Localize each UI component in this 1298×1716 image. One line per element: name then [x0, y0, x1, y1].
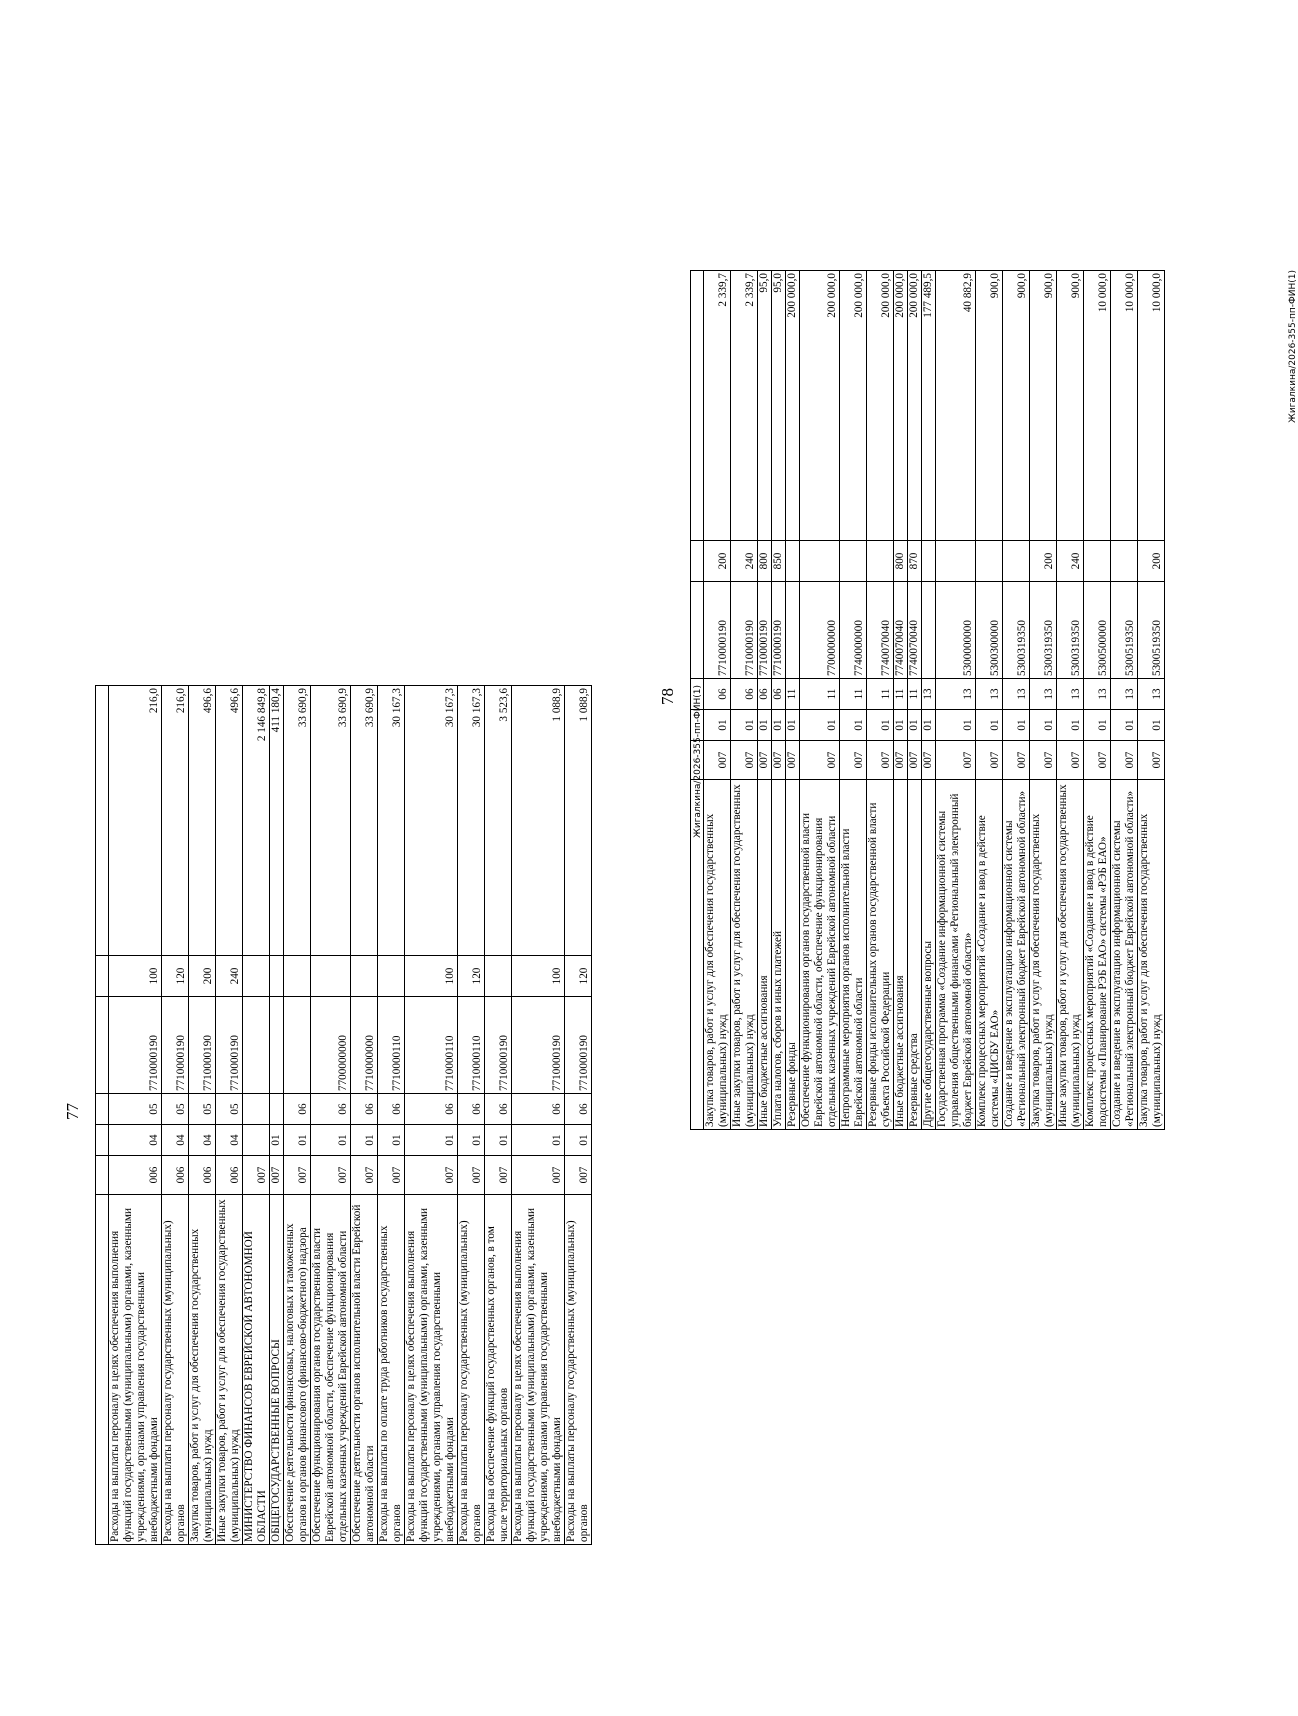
row-amount-cell: 30 167,3 [405, 686, 458, 956]
row-subsection-cell: 06 [731, 679, 758, 710]
row-name-cell: Расходы на выплаты по оплате труда работников государственных органов [378, 1195, 405, 1545]
row-section-cell: 01 [512, 1125, 565, 1156]
row-code-cell: 007 [1084, 741, 1111, 780]
row-code-cell: 007 [311, 1156, 351, 1195]
row-subsection-cell: 06 [405, 1094, 458, 1125]
row-target-cell [786, 582, 800, 679]
row-expense-type-cell: 240 [216, 956, 243, 997]
page-77 [63, 685, 703, 1545]
row-amount-cell: 40 882,9 [936, 271, 976, 541]
row-subsection-cell: 06 [351, 1094, 378, 1125]
row-code-cell: 007 [936, 741, 976, 780]
row-subsection-cell: 11 [800, 679, 840, 710]
row-code-cell: 007 [867, 741, 894, 780]
table-row [565, 686, 592, 1545]
row-code-cell: 007 [284, 1156, 311, 1195]
row-amount-cell: 33 690,9 [351, 686, 378, 956]
budget-table [95, 685, 592, 1545]
table-row [485, 686, 512, 1545]
row-target-cell: 7710000190 [216, 997, 243, 1094]
row-section-cell: 01 [1030, 710, 1057, 741]
row-amount-cell: 900,0 [1057, 271, 1084, 541]
row-target-cell: 7740070040 [908, 582, 922, 679]
row-name-cell: Расходы на выплаты персоналу в целях обеспечения выполнения функций государственными (муниципальными) органами, казенными учреждениями, органами управления государственными внебюджетными фондами [405, 1195, 458, 1545]
row-subsection-cell: 11 [786, 679, 800, 710]
row-expense-type-cell [1003, 541, 1030, 582]
row-target-cell: 7740070040 [894, 582, 908, 679]
table-row [378, 686, 405, 1545]
row-name-cell: Иные бюджетные ассигнования [758, 780, 772, 1130]
row-code-cell: 007 [976, 741, 1003, 780]
table-row [704, 271, 731, 1130]
row-section-cell: 01 [1084, 710, 1111, 741]
row-amount-cell: 2 339,7 [731, 271, 758, 541]
row-section-cell: 01 [908, 710, 922, 741]
row-code-cell: 007 [894, 741, 908, 780]
row-code-cell: 007 [485, 1156, 512, 1195]
row-subsection-cell: 06 [758, 679, 772, 710]
row-name-cell: Расходы на выплаты персоналу государственных (муниципальных) органов [162, 1195, 189, 1545]
row-name-cell: Закупка товаров, работ и услуг для обеспечения государственных (муниципальных) нужд [704, 780, 731, 1130]
row-name-cell: Резервные средства [908, 780, 922, 1130]
row-amount-cell: 33 690,9 [284, 686, 311, 956]
row-expense-type-cell [800, 541, 840, 582]
row-subsection-cell: 13 [1030, 679, 1057, 710]
row-subsection-cell: 06 [772, 679, 786, 710]
row-target-cell: 5300319350 [1030, 582, 1057, 679]
row-name-cell: Резервные фонды [786, 780, 800, 1130]
row-subsection-cell: 13 [1084, 679, 1111, 710]
row-expense-type-cell [485, 956, 512, 997]
row-expense-type-cell: 800 [758, 541, 772, 582]
row-subsection-cell: 05 [109, 1094, 162, 1125]
table-row [1084, 271, 1111, 1130]
table-row [351, 686, 378, 1545]
row-expense-type-cell [976, 541, 1003, 582]
row-target-cell: 7740070040 [867, 582, 894, 679]
row-code-cell: 007 [405, 1156, 458, 1195]
row-amount-cell: 95,0 [758, 271, 772, 541]
row-code-cell: 007 [351, 1156, 378, 1195]
row-code-cell: 006 [189, 1156, 216, 1195]
row-section-cell: 01 [405, 1125, 458, 1156]
table-row [458, 686, 485, 1545]
row-code-cell: 007 [1030, 741, 1057, 780]
row-name-cell: Иные закупки товаров, работ и услуг для обеспечения государственных (муниципальных) нужд [216, 1195, 243, 1545]
row-expense-type-cell [786, 541, 800, 582]
row-code-cell: 007 [840, 741, 867, 780]
row-subsection-cell: 11 [908, 679, 922, 710]
row-section-cell: 04 [216, 1125, 243, 1156]
row-section-cell: 01 [458, 1125, 485, 1156]
row-section-cell: 01 [311, 1125, 351, 1156]
row-expense-type-cell [378, 956, 405, 997]
table-row [311, 686, 351, 1545]
row-amount-cell: 33 690,9 [311, 686, 351, 956]
row-code-cell: 007 [758, 741, 772, 780]
row-expense-type-cell: 200 [189, 956, 216, 997]
row-subsection-cell: 13 [1111, 679, 1138, 710]
row-expense-type-cell: 200 [704, 541, 731, 582]
table-row [270, 686, 284, 1545]
row-amount-cell: 1 088,9 [565, 686, 592, 956]
row-amount-cell: 200 000,0 [800, 271, 840, 541]
row-section-cell: 01 [565, 1125, 592, 1156]
row-section-cell: 01 [840, 710, 867, 741]
row-target-cell: 7710000110 [458, 997, 485, 1094]
table-row [284, 686, 311, 1545]
document-footer: Жигалкина/2026-355-пп-ФИН(1) [1288, 270, 1298, 423]
row-amount-cell: 1 088,9 [512, 686, 565, 956]
row-code-cell: 007 [731, 741, 758, 780]
row-target-cell: 7710000190 [731, 582, 758, 679]
row-section-cell: 01 [1138, 710, 1165, 741]
table-row [1111, 271, 1138, 1130]
row-amount-cell: 216,0 [109, 686, 162, 956]
row-expense-type-cell: 120 [458, 956, 485, 997]
row-subsection-cell: 11 [894, 679, 908, 710]
row-expense-type-cell [922, 541, 936, 582]
row-name-cell: Расходы на выплаты персоналу в целях обеспечения выполнения функций государственными (муниципальными) органами, казенными учреждениями, органами управления государственными внебюджетными фондами [109, 1195, 162, 1545]
row-name-cell: Закупка товаров, работ и услуг для обеспечения государственных (муниципальных) нужд [189, 1195, 216, 1545]
table-row [162, 686, 189, 1545]
row-amount-cell: 496,6 [216, 686, 243, 956]
row-section-cell: 04 [189, 1125, 216, 1156]
row-expense-type-cell: 200 [1030, 541, 1057, 582]
row-section-cell: 01 [270, 1125, 284, 1156]
row-amount-cell: 10 000,0 [1084, 271, 1111, 541]
row-target-cell: 7710000110 [405, 997, 458, 1094]
row-name-cell: Уплата налогов, сборов и иных платежей [772, 780, 786, 1130]
table-row [731, 271, 758, 1130]
table-row [1057, 271, 1084, 1130]
table-row [758, 271, 772, 1130]
row-subsection-cell: 06 [284, 1094, 311, 1125]
row-code-cell: 007 [378, 1156, 405, 1195]
row-amount-cell: 3 523,6 [485, 686, 512, 956]
row-name-cell: Государственная программа «Создание информационной системы управления общественными финансами «Региональный электронный бюджет Еврейской автономной области» [936, 780, 976, 1130]
row-code-cell: 007 [243, 1156, 270, 1195]
table-row [840, 271, 867, 1130]
row-name-cell: Создание и введение в эксплуатацию информационной системы «Региональный электронный бюджет Еврейской автономной области» [1003, 780, 1030, 1130]
row-name-cell: Комплекс процессных мероприятий «Создание и ввод в действие системы «ЦИСБУ ЕАО» [976, 780, 1003, 1130]
row-expense-type-cell [1084, 541, 1111, 582]
row-section-cell: 01 [758, 710, 772, 741]
row-expense-type-cell [284, 956, 311, 997]
row-expense-type-cell: 120 [565, 956, 592, 997]
row-subsection-cell: 06 [704, 679, 731, 710]
row-name-cell: Закупка товаров, работ и услуг для обеспечения государственных (муниципальных) нужд [1138, 780, 1165, 1130]
row-section-cell: 04 [109, 1125, 162, 1156]
row-expense-type-cell: 870 [908, 541, 922, 582]
table-body [704, 271, 1165, 1130]
row-name-cell: Обеспечение функционирования органов государственной власти Еврейской автономной области, обеспечение функционирования отдельных казенных учреждений Еврейской автономной области [800, 780, 840, 1130]
row-section-cell: 01 [894, 710, 908, 741]
row-section-cell: 01 [731, 710, 758, 741]
row-subsection-cell: 13 [1003, 679, 1030, 710]
row-name-cell: Расходы на выплаты персоналу в целях обеспечения выполнения функций государственными (муниципальными) органами, казенными учреждениями, органами управления государственными внебюджетными фондами [512, 1195, 565, 1545]
table-row [1030, 271, 1057, 1130]
row-section-cell: 01 [1111, 710, 1138, 741]
table-row [216, 686, 243, 1545]
row-section-cell: 04 [162, 1125, 189, 1156]
row-subsection-cell: 06 [458, 1094, 485, 1125]
row-subsection-cell: 05 [216, 1094, 243, 1125]
row-name-cell: Другие общегосударственные вопросы [922, 780, 936, 1130]
row-code-cell: 007 [786, 741, 800, 780]
table-row [1138, 271, 1165, 1130]
row-expense-type-cell [1111, 541, 1138, 582]
row-subsection-cell: 05 [189, 1094, 216, 1125]
row-target-cell: 7740000000 [840, 582, 867, 679]
table-row [894, 271, 908, 1130]
row-target-cell: 5300519350 [1138, 582, 1165, 679]
row-expense-type-cell [243, 956, 270, 997]
row-section-cell: 01 [704, 710, 731, 741]
row-section-cell: 01 [800, 710, 840, 741]
table-row [976, 271, 1003, 1130]
table-row [800, 271, 840, 1130]
row-subsection-cell: 13 [976, 679, 1003, 710]
row-section-cell: 01 [1003, 710, 1030, 741]
row-expense-type-cell [311, 956, 351, 997]
row-target-cell: 7710000190 [162, 997, 189, 1094]
row-expense-type-cell: 120 [162, 956, 189, 997]
row-target-cell [270, 997, 284, 1094]
row-section-cell: 01 [1057, 710, 1084, 741]
row-target-cell: 7710000110 [378, 997, 405, 1094]
row-expense-type-cell [867, 541, 894, 582]
row-target-cell: 5300500000 [1084, 582, 1111, 679]
row-amount-cell: 200 000,0 [786, 271, 800, 541]
row-code-cell: 006 [109, 1156, 162, 1195]
row-code-cell: 007 [772, 741, 786, 780]
row-target-cell: 7710000190 [565, 997, 592, 1094]
row-target-cell: 7710000190 [189, 997, 216, 1094]
row-code-cell: 007 [1003, 741, 1030, 780]
row-name-cell: ОБЩЕГОСУДАРСТВЕННЫЕ ВОПРОСЫ [270, 1195, 284, 1545]
row-section-cell: 01 [351, 1125, 378, 1156]
row-expense-type-cell: 100 [405, 956, 458, 997]
row-amount-cell: 216,0 [162, 686, 189, 956]
row-amount-cell: 900,0 [1030, 271, 1057, 541]
row-target-cell: 7700000000 [800, 582, 840, 679]
row-subsection-cell: 06 [378, 1094, 405, 1125]
row-subsection-cell: 13 [922, 679, 936, 710]
page-number: 77 [63, 1103, 82, 1120]
row-code-cell: 007 [922, 741, 936, 780]
table-row [908, 271, 922, 1130]
row-code-cell: 007 [800, 741, 840, 780]
table-row [772, 271, 786, 1130]
row-name-cell: МИНИСТЕРСТВО ФИНАНСОВ ЕВРЕЙСКОЙ АВТОНОМНОЙ ОБЛАСТИ [243, 1195, 270, 1545]
row-subsection-cell: 06 [512, 1094, 565, 1125]
row-expense-type-cell: 850 [772, 541, 786, 582]
row-expense-type-cell: 100 [109, 956, 162, 997]
row-subsection-cell: 06 [311, 1094, 351, 1125]
table-row [936, 271, 976, 1130]
row-name-cell: Иные закупки товаров, работ и услуг для обеспечения государственных (муниципальных) нужд [731, 780, 758, 1130]
table-row [189, 686, 216, 1545]
row-code-cell: 007 [512, 1156, 565, 1195]
row-target-cell: 5300319350 [1003, 582, 1030, 679]
row-name-cell: Расходы на выплаты персоналу государственных (муниципальных) органов [565, 1195, 592, 1545]
row-target-cell: 7700000000 [311, 997, 351, 1094]
row-target-cell: 7710000190 [772, 582, 786, 679]
row-target-cell: 7710000190 [512, 997, 565, 1094]
row-name-cell: Обеспечение деятельности финансовых, налоговых и таможенных органов и органов финансового (финансово-бюджетного) надзора [284, 1195, 311, 1545]
row-subsection-cell: 11 [867, 679, 894, 710]
row-section-cell [243, 1125, 270, 1156]
row-section-cell: 01 [922, 710, 936, 741]
row-subsection-cell: 06 [565, 1094, 592, 1125]
row-name-cell: Закупка товаров, работ и услуг для обеспечения государственных (муниципальных) нужд [1030, 780, 1057, 1130]
table-row [786, 271, 800, 1130]
table-header-row [96, 686, 109, 1545]
table-row [1003, 271, 1030, 1130]
row-amount-cell: 200 000,0 [894, 271, 908, 541]
page-78 [658, 270, 1298, 1130]
row-target-cell [284, 997, 311, 1094]
row-subsection-cell [243, 1094, 270, 1125]
row-target-cell: 7710000000 [351, 997, 378, 1094]
row-amount-cell: 900,0 [1003, 271, 1030, 541]
row-target-cell: 7710000190 [758, 582, 772, 679]
row-code-cell: 007 [1057, 741, 1084, 780]
row-amount-cell: 900,0 [976, 271, 1003, 541]
row-code-cell: 007 [565, 1156, 592, 1195]
budget-table [690, 270, 1165, 1130]
row-name-cell: Расходы на обеспечение функций государственных органов, в том числе территориальных органов [485, 1195, 512, 1545]
row-amount-cell: 2 339,7 [704, 271, 731, 541]
row-subsection-cell: 13 [1138, 679, 1165, 710]
row-name-cell: Обеспечение деятельности органов исполнительной власти Еврейской автономной области [351, 1195, 378, 1545]
page-number: 78 [658, 688, 677, 705]
row-amount-cell: 10 000,0 [1111, 271, 1138, 541]
row-amount-cell: 2 146 849,8 [243, 686, 270, 956]
row-name-cell: Резервные фонды исполнительных органов государственной власти субъекта Российской Федерации [867, 780, 894, 1130]
row-target-cell: 5300300000 [976, 582, 1003, 679]
row-section-cell: 01 [772, 710, 786, 741]
row-target-cell: 5300000000 [936, 582, 976, 679]
document-footer: Жигалкина/2026-355-пп-ФИН(1) [693, 685, 703, 838]
row-section-cell: 01 [786, 710, 800, 741]
row-expense-type-cell: 240 [731, 541, 758, 582]
row-section-cell: 01 [485, 1125, 512, 1156]
row-name-cell: Обеспечение функционирования органов государственной власти Еврейской автономной области, обеспечение функционирования отдельных казенных учреждений Еврейской автономной области [311, 1195, 351, 1545]
row-amount-cell: 200 000,0 [908, 271, 922, 541]
row-expense-type-cell: 240 [1057, 541, 1084, 582]
table-row [512, 686, 565, 1545]
row-amount-cell: 200 000,0 [840, 271, 867, 541]
row-expense-type-cell: 800 [894, 541, 908, 582]
row-subsection-cell: 11 [840, 679, 867, 710]
row-name-cell: Комплекс процессных мероприятий «Создание и ввод в действие подсистемы «Планирование РЭБ ЕАО» системы «РЭБ ЕАО» [1084, 780, 1111, 1130]
table-header-row [691, 271, 704, 1130]
table-body [109, 686, 592, 1545]
row-expense-type-cell: 100 [512, 956, 565, 997]
row-code-cell: 007 [458, 1156, 485, 1195]
row-target-cell: 7710000190 [485, 997, 512, 1094]
row-subsection-cell: 13 [936, 679, 976, 710]
row-name-cell: Расходы на выплаты персоналу государственных (муниципальных) органов [458, 1195, 485, 1545]
row-expense-type-cell [351, 956, 378, 997]
row-section-cell: 01 [378, 1125, 405, 1156]
row-target-cell [922, 582, 936, 679]
row-code-cell: 006 [162, 1156, 189, 1195]
row-amount-cell: 411 180,4 [270, 686, 284, 956]
row-amount-cell: 30 167,3 [458, 686, 485, 956]
table-row [109, 686, 162, 1545]
row-expense-type-cell: 200 [1138, 541, 1165, 582]
row-target-cell: 5300519350 [1111, 582, 1138, 679]
row-code-cell: 007 [908, 741, 922, 780]
row-code-cell: 006 [216, 1156, 243, 1195]
row-section-cell: 01 [936, 710, 976, 741]
row-subsection-cell: 05 [162, 1094, 189, 1125]
row-name-cell: Непрограммные мероприятия органов исполнительной власти Еврейской автономной области [840, 780, 867, 1130]
row-target-cell: 5300319350 [1057, 582, 1084, 679]
row-section-cell: 01 [284, 1125, 311, 1156]
table-row [243, 686, 270, 1545]
row-target-cell: 7710000190 [704, 582, 731, 679]
row-target-cell [243, 997, 270, 1094]
table-row [405, 686, 458, 1545]
row-amount-cell: 30 167,3 [378, 686, 405, 956]
row-expense-type-cell [270, 956, 284, 997]
row-subsection-cell: 06 [485, 1094, 512, 1125]
row-name-cell: Создание и введение в эксплуатацию информационной системы «Региональный электронный бюджет Еврейской автономной области» [1111, 780, 1138, 1130]
row-amount-cell: 200 000,0 [867, 271, 894, 541]
row-subsection-cell: 13 [1057, 679, 1084, 710]
row-name-cell: Иные бюджетные ассигнования [894, 780, 908, 1130]
row-target-cell: 7710000190 [109, 997, 162, 1094]
row-subsection-cell [270, 1094, 284, 1125]
table-row [922, 271, 936, 1130]
row-amount-cell: 496,6 [189, 686, 216, 956]
row-code-cell: 007 [704, 741, 731, 780]
row-name-cell: Иные закупки товаров, работ и услуг для обеспечения государственных (муниципальных) нужд [1057, 780, 1084, 1130]
row-expense-type-cell [840, 541, 867, 582]
row-code-cell: 007 [1138, 741, 1165, 780]
row-expense-type-cell [936, 541, 976, 582]
row-code-cell: 007 [270, 1156, 284, 1195]
row-section-cell: 01 [976, 710, 1003, 741]
row-amount-cell: 10 000,0 [1138, 271, 1165, 541]
row-code-cell: 007 [1111, 741, 1138, 780]
row-amount-cell: 177 489,5 [922, 271, 936, 541]
row-section-cell: 01 [867, 710, 894, 741]
table-row [867, 271, 894, 1130]
row-amount-cell: 95,0 [772, 271, 786, 541]
